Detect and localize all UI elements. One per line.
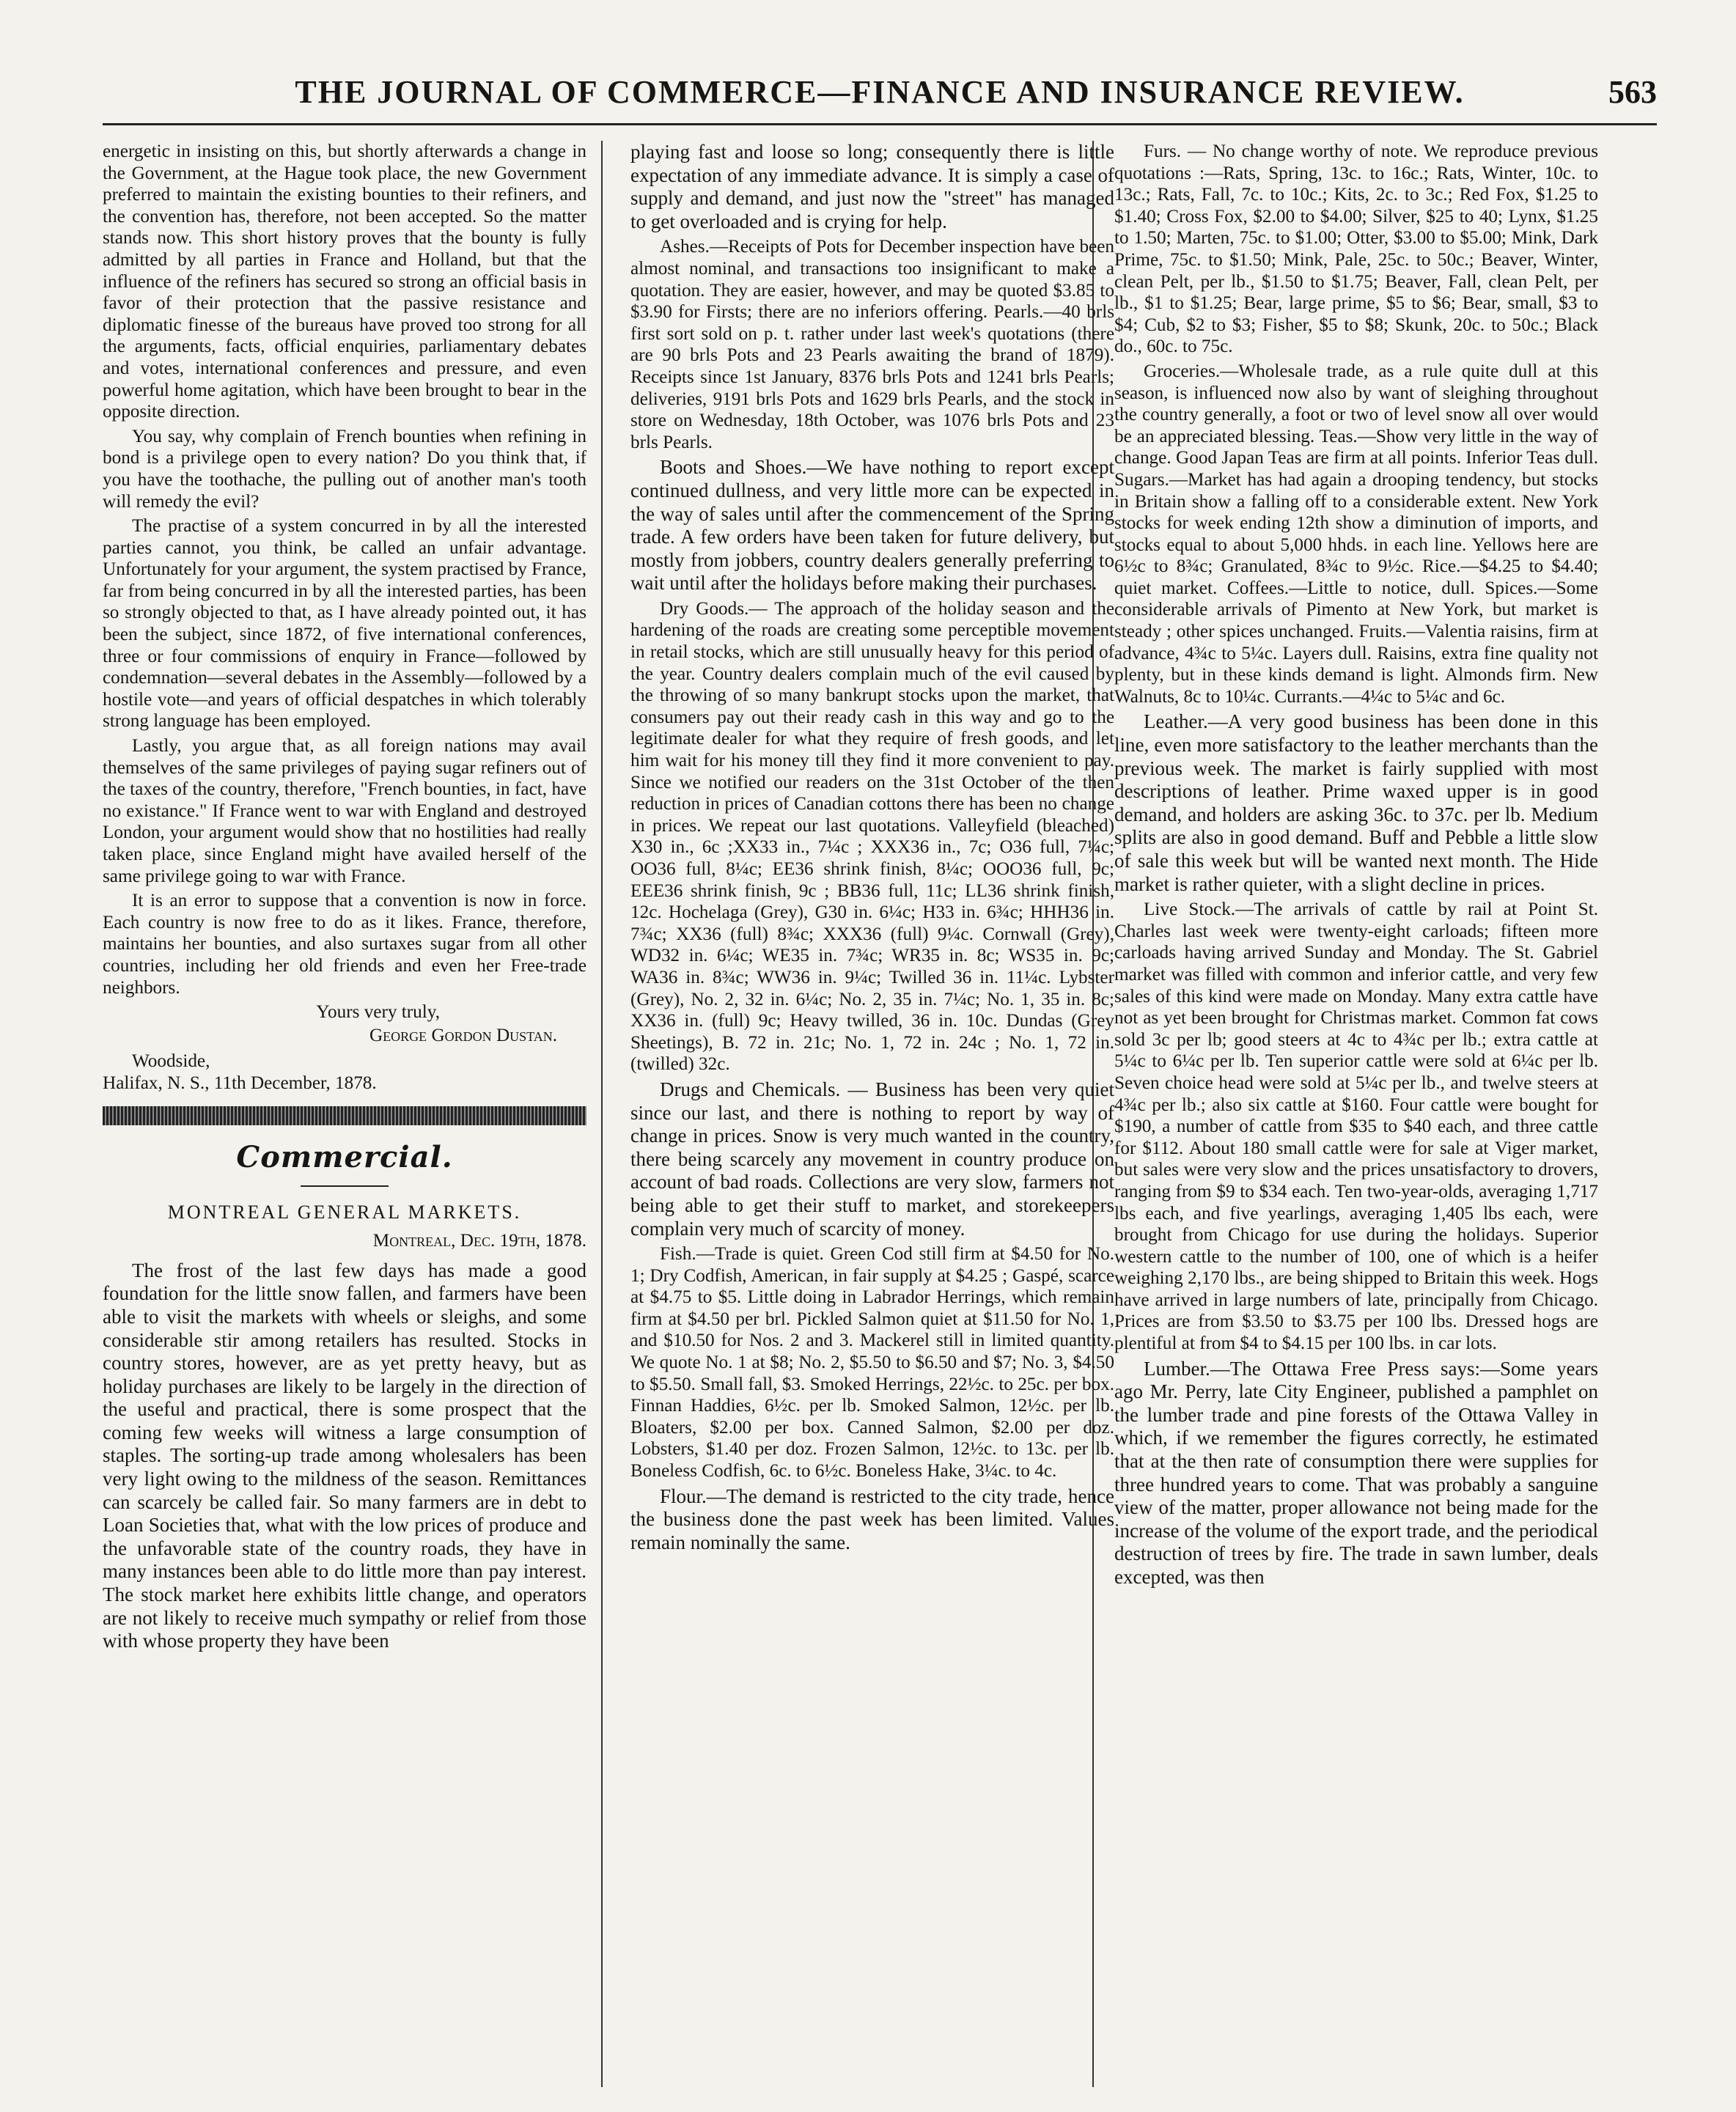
market-groceries: Groceries.—Wholesale trade, as a rule quite dull at this season, is influenced now also by want of sleighing throughout the country generally, a foot or two of level snow all over would be an appreciated blessing. Teas.—Show very little in the way of change. Good Japan Teas are firm at all points. Inferior Teas dull. Sugars.—Market has had again a drooping tendency, but stocks in Britain show a falling off to a considerable extent. New York stocks for week ending 12th show a diminution of imports, and stocks equal to about 5,000 hhds. in each line. Yellows here are 6½c to 8¾c; Granulated, 8¾c to 9½c. Rice.—$4.25 to $4.40; quiet market. Coffees.—Little to notice, dull. Spices.—Some considerable arrivals of Pimento at New York, but market is steady ; other spices unchanged. Fruits.—Valentia raisins, firm at advance, 4¾c to 5¼c. Layers dull. Raisins, extra fine quality not plenty, but in these kinds demand is light. Almonds firm. New Walnuts, 8c to 10¼c. Currants.—4¼c to 5¼c and 6c. [1114,361,1598,707]
column-3 [1114,141,1598,2091]
article-heading: MONTREAL GENERAL MARKETS. [167,1201,522,1223]
market-fish: Fish.—Trade is quiet. Green Cod still firm at $4.50 for No. 1; Dry Codfish, American, in fair supply at $4.25 ; Gaspé, scarce at $4.75 to $5. Little doing in Labrador Herrings, which remain firm at $4.50 per brl. Pickled Salmon quiet at $11.50 for No. 1, and $10.50 for Nos. 2 and 3. Mackerel still in limited quantity. We quote No. 1 at $8; No. 2, $5.50 to $6.50 and $7; No. 3, $4.50 to $5.50. Small fall, $3. Smoked Herrings, 22½c. to 25c. per box. Finnan Haddies, 6½c. per lb. Smoked Salmon, 12½c. per lb. Bloaters, $2.00 per box. Canned Salmon, $2.00 per doz. Lobsters, $1.40 per doz. Frozen Salmon, 12½c. to 13c. per lb. Boneless Codfish, 6c. to 6½c. Boneless Hake, 3¼c. to 4c. [630,1244,1114,1482]
letter-signature: George Gordon Dustan. [369,1025,557,1045]
letter-closing: Yours very truly, [316,1002,440,1023]
letter-paragraph: The practise of a system concurred in by all the interested parties cannot, you think, be called an unfair advantage. Unfortunately for your argument, the system practised by France, far from being concurred in by all the interested parties, has been so strongly objected to that, as I have already pointed out, it has been the subject, since 1872, of five international conferences, three or four commissions of enquiry in France—followed by condemnation—several debates in the Assembly—followed by a hostile vote—and years of official despatches in which tolerably strong language has been employed. [103,516,586,732]
section-title: Commercial. [236,1139,453,1174]
market-drugs-and-chemicals: Drugs and Chemicals. — Business has been very quiet since our last, and there is nothing to report by way of change in prices. Snow is very much wanted in the country, there being scarcely any movement in country produce on account of bad roads. Collections are very slow, farmers not being able to get their stuff to market, and storekeepers complain very much of scarcity of money. [630,1078,1114,1240]
article-dateline: Montreal, Dec. 19th, 1878. [372,1231,586,1251]
section-rule [301,1185,389,1187]
letter-place: Woodside, [132,1051,210,1072]
market-leather: Leather.—A very good business has been done in this line, even more satisfactory to the leather merchants than the previous week. The market is fairly supplied with most descriptions of leather. Prime waxed upper is in good demand, and holders are asking 36c. to 37c. per lb. Medium splits are also in good demand. Buff and Pebble a little slow of sale this week but will be wanted next month. The Hide market is rather quieter, with a slight decline in prices. [1114,710,1598,895]
header-rule [103,123,1657,125]
column-2 [630,141,1114,2091]
market-ashes: Ashes.—Receipts of Pots for December inspection have been almost nominal, and transactions too insignificant to make a quotation. They are easier, however, and may be quoted $3.85 to $3.90 for Firsts; there are no inferiors offering. Pearls.—40 brls first sort sold on p. t. rather under last week's quotations (there are 90 brls Pots and 23 Pearls awaiting the brand of 1879). Receipts since 1st January, 8376 brls Pots and 1241 brls Pearls; deliveries, 9191 brls Pots and 1629 brls Pearls, and the stock in store on Wednesday, 18th October, was 1076 brls Pots and 23 brls Pearls. [630,237,1114,452]
letter-paragraph: You say, why complain of French bounties when refining in bond is a privilege open to every nation? Do you think that, if you have the toothache, the pulling out of another man's tooth will remedy the evil? [103,426,586,512]
market-boots-and-shoes: Boots and Shoes.—We have nothing to report except continued dullness, and very little more can be expected in the way of sales until after the commencement of the Spring trade. A few orders have been taken for future delivery, but mostly from jobbers, country dealers generally preferring to wait until after the holidays before making their purchases. [630,456,1114,595]
letter-paragraph: It is an error to suppose that a convention is now in force. Each country is now free to do as it likes. France, therefore, maintains her bounties, and also surtaxes sugar from all other countries, including her old friends and even her Free-trade neighbors. [103,891,586,998]
letter-paragraph: energetic in insisting on this, but shortly afterwards a change in the Government, at the Hague took place, the new Government preferred to maintain the existing bounties to their refiners, and the convention has, therefore, not been accepted. So the matter stands now. This short history proves that the bounty is fully admitted by all parties in France and Holland, but that the influence of the refiners has secured so strong an official basis in favor of their protection that the passive resistance and diplomatic finesse of the bureaus have proved too strong for all the arguments, facts, official enquiries, parliamentary debates and votes, international conferences and pressure, and even powerful home agitation, which have been brought to bear in the opposite direction. [103,141,586,422]
article-paragraph: The frost of the last few days has made a good foundation for the little snow fallen, and farmers have been able to visit the markets with wheels or sleighs, and some considerable stir among retailers has resulted. Stocks in country stores, however, are as yet pretty heavy, but as holiday purchases are likely to be largely in the direction of the useful and practical, there is some prospect that the coming few weeks will witness a large consumption of staples. The sorting-up trade among wholesalers has been very light owing to the mildness of the season. Remittances can scarcely be called fair. So many farmers are in debt to Loan Societies that, what with the low prices of produce and the unfavorable state of the country roads, they have in many instances been able to do little more than pay interest. The stock market here exhibits little change, and operators are not likely to receive much sympathy or relief from those with whose property they have been [103,1259,586,1652]
market-flour: Flour.—The demand is restricted to the city trade, hence the business done the past week has been limited. Values remain nominally the same. [630,1484,1114,1553]
column-divider [601,141,603,2087]
section-break-rule [103,1106,586,1125]
column-1 [103,141,586,2091]
page-number: 563 [1608,74,1657,110]
letter-date: Halifax, N. S., 11th December, 1878. [103,1072,377,1093]
market-lumber: Lumber.—The Ottawa Free Press says:—Some years ago Mr. Perry, late City Engineer, published a pamphlet on the lumber trade and pine forests of the Ottawa Valley in which, if we remember the figures correctly, he estimated that at the then rate of consumption there were supplies for three hundred years to come. That was probably a sanguine view of the matter, proper allowance not being made for the increase of the volume of the export trade, and the periodical destruction of trees by fire. The trade in sawn lumber, deals excepted, was then [1114,1357,1598,1588]
market-dry-goods: Dry Goods.— The approach of the holiday season and the hardening of the roads are creating some perceptible movement in retail stocks, which are still unusually heavy for this period of the year. Country dealers complain much of the evil caused by the throwing of so many bankrupt stocks upon the market, that consumers pay out their ready cash in this way and go to the legitimate dealer for what they require of fresh goods, and let him wait for his money till they find it more convenient to pay. Since we notified our readers on the 31st October of the then reduction in prices of Canadian cottons there has been no change in prices. We repeat our last quotations. Valleyfield (bleached) X30 in., 6c ;XX33 in., 7¼c ; XXX36 in., 7c; O36 full, 7¼c; OO36 full, 8¼c; EE36 shrink finish, 8¼c; OOO36 full, 9c; EEE36 shrink finish, 9c ; BB36 full, 11c; LL36 shrink finish, 12c. Hochelaga (Grey), G30 in. 6¼c; H33 in. 6¾c; HHH36 in. 7¾c; XX36 (full) 8¾c; XXX36 (full) 9¼c. Cornwall (Grey), WD32 in. 6¼c; WE35 in. 7¾c; WR35 in. 8c; WS35 in. 9c; WA36 in. 8¾c; WW36 in. 9¼c; Twilled 36 in. 11¼c. Lybster (Grey), No. 2, 32 in. 6¼c; No. 2, 35 in. 7¼c; No. 1, 35 in. 8c; XX36 in. (full) 9c; Heavy twilled, 36 in. 10c. Dundas (Grey Sheetings), B. 72 in. 21c; No. 1, 72 in. 24c ; No. 1, 72 in. (twilled) 32c. [630,598,1114,1075]
letter-paragraph: Lastly, you argue that, as all foreign nations may avail themselves of the same privileges of paying sugar refiners out of the taxes of the country, therefore, "French bounties, in fact, have no existance." If France went to war with England and destroyed London, your argument would show that no hostilities had really taken place, since England might have availed herself of the same privilege going to war with France. [103,736,586,886]
article-paragraph: playing fast and loose so long; consequently there is little expectation of any immediate advance. It is simply a case of supply and demand, and just now the "street" has managed to get overloaded and is crying for help. [630,141,1114,232]
page-header [103,67,1657,119]
market-live-stock: Live Stock.—The arrivals of cattle by rail at Point St. Charles last week were twenty-eight carloads; fifteen more carloads having arrived Sunday and Monday. The St. Gabriel market was filled with common and inferior cattle, and very few sales of this kind were made on Monday. Many extra cattle have not as yet been brought for Christmas market. Common fat cows sold 3c per lb; good steers at 4c to 4¾c per lb.; extra cattle at 5¼c to 6¼c per lb. Ten superior cattle were sold at 6¼c per lb. Seven choice head were sold at 5¼c per lb., and twelve steers at 4¾c per lb.; also six cattle at $160. Four cattle were bought for $190, a number of cattle from $35 to $40 each, and three cattle for $112. About 180 small cattle were for sale at Viger market, but sales were very slow and the prices unsatisfactory to drovers, ranging from $9 to $34 each. Ten two-year-olds, averaging 1,717 lbs each, and five yearlings, averaging 1,405 lbs each, were brought from Chicago for use during the holidays. Superior western cattle to the number of 100, one of which is a heifer weighing 2,170 lbs., are being shipped to Britain this week. Hogs have arrived in large numbers of late, principally from Chicago. Prices are from $3.50 to $3.75 per 100 lbs. Dressed hogs are plentiful at from $4 to $4.15 per 100 lbs. in car lots. [1114,899,1598,1354]
journal-title: THE JOURNAL OF COMMERCE—FINANCE AND INSURANCE REVIEW. [295,74,1465,110]
market-furs: Furs. — No change worthy of note. We reproduce previous quotations :—Rats, Spring, 13c. to 16c.; Rats, Winter, 10c. to 13c.; Rats, Fall, 7c. to 10c.; Kits, 2c. to 3c.; Red Fox, $1.25 to $1.40; Cross Fox, $2.00 to $4.00; Silver, $25 to 40; Lynx, $1.25 to 1.50; Marten, 75c. to $1.00; Otter, $3.00 to $5.00; Mink, Dark Prime, 75c. to $1.50; Mink, Pale, 25c. to 50c.; Beaver, Winter, clean Pelt, per lb., $1.50 to $1.75; Beaver, Fall, clean Pelt, per lb., $1 to $1.25; Bear, large prime, $5 to $6; Bear, small, $3 to $4; Cub, $2 to $3; Fisher, $5 to $8; Skunk, 20c. to 50c.; Black do., 60c. to 75c. [1114,141,1598,357]
